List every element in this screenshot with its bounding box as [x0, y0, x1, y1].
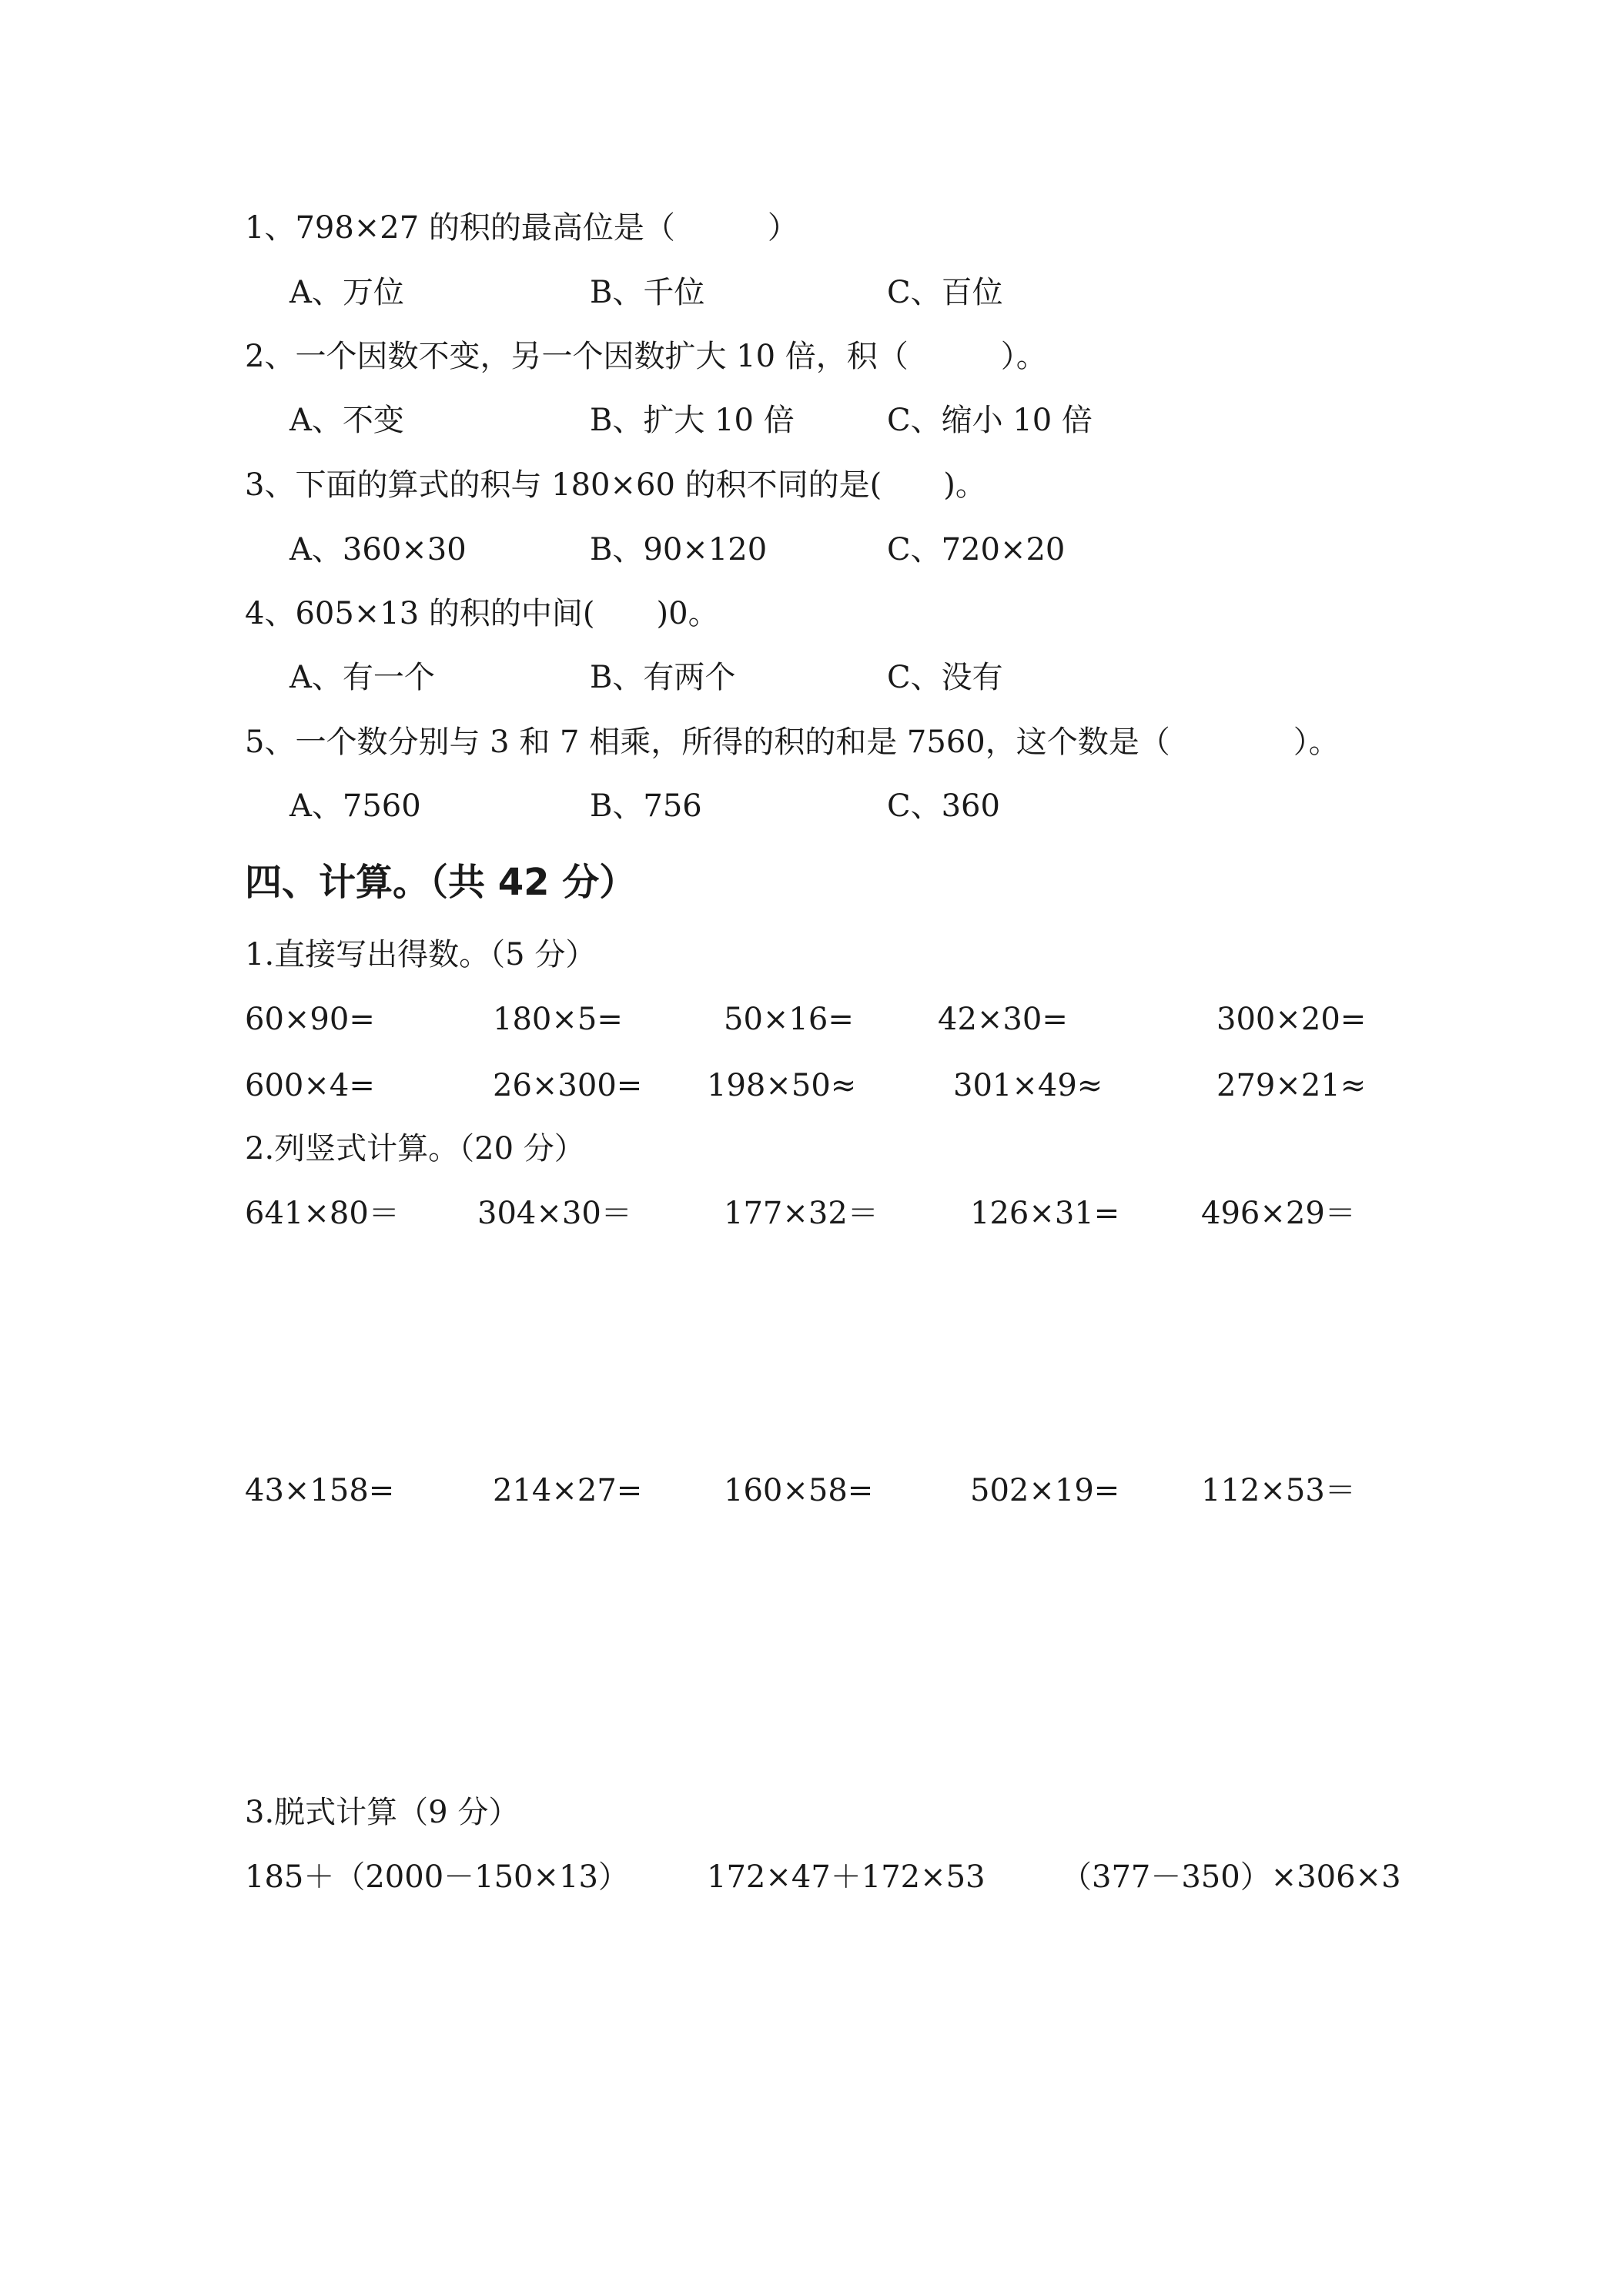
vertical-calc-item: 177×32＝ — [724, 1196, 878, 1231]
vertical-calc-item: 160×58= — [724, 1473, 874, 1508]
option-a: A、7560 — [289, 788, 421, 824]
oral-item: 301×49≈ — [953, 1068, 1103, 1103]
option-c: C、720×20 — [887, 532, 1066, 567]
oral-item: 60×90= — [245, 1002, 375, 1037]
oral-item: 180×5= — [493, 1002, 623, 1037]
vertical-calc-item: 502×19= — [970, 1473, 1120, 1508]
vertical-calc-item: 112×53＝ — [1201, 1473, 1356, 1508]
option-b: B、756 — [590, 788, 702, 824]
oral-item: 300×20= — [1216, 1002, 1367, 1037]
oral-item: 600×4= — [245, 1068, 375, 1103]
vertical-calc-item: 43×158= — [245, 1473, 395, 1508]
option-b: B、千位 — [590, 275, 705, 310]
question-2: 2、一个因数不变，另一个因数扩大 10 倍，积（ ）。 — [245, 339, 1047, 374]
question-3: 3、下面的算式的积与 180×60 的积不同的是( )。 — [245, 467, 986, 503]
vertical-calc-item: 126×31= — [970, 1196, 1120, 1231]
option-a: A、不变 — [289, 403, 404, 438]
option-c: C、百位 — [887, 275, 1003, 310]
option-c: C、没有 — [887, 660, 1003, 695]
stepwise-calc-item: 185＋（2000－150×13） — [245, 1859, 629, 1895]
subsection-title: 3.脱式计算（9 分） — [245, 1795, 520, 1830]
option-a: A、360×30 — [289, 532, 467, 567]
option-a: A、有一个 — [289, 660, 435, 695]
option-c: C、360 — [887, 788, 1000, 824]
option-b: B、扩大 10 倍 — [590, 403, 795, 438]
question-5: 5、一个数分别与 3 和 7 相乘，所得的积的和是 7560，这个数是（ ）。 — [245, 725, 1340, 760]
section-title: 四、计算。（共 42 分） — [245, 861, 637, 904]
oral-item: 26×300= — [493, 1068, 643, 1103]
oral-item: 279×21≈ — [1216, 1068, 1367, 1103]
option-c: C、缩小 10 倍 — [887, 403, 1093, 438]
subsection-title: 1.直接写出得数。（5 分） — [245, 937, 597, 972]
question-1: 1、798×27 的积的最高位是（ ） — [245, 210, 798, 246]
vertical-calc-item: 496×29＝ — [1201, 1196, 1356, 1231]
vertical-calc-item: 214×27= — [493, 1473, 643, 1508]
stepwise-calc-item: （377－350）×306×3 — [1061, 1859, 1401, 1895]
oral-item: 42×30= — [938, 1002, 1068, 1037]
oral-item: 198×50≈ — [707, 1068, 857, 1103]
vertical-calc-item: 304×30＝ — [477, 1196, 632, 1231]
option-b: B、有两个 — [590, 660, 736, 695]
question-4: 4、605×13 的积的中间( )0。 — [245, 596, 719, 631]
option-a: A、万位 — [289, 275, 404, 310]
vertical-calc-item: 641×80＝ — [245, 1196, 400, 1231]
stepwise-calc-item: 172×47＋172×53 — [707, 1859, 986, 1895]
option-b: B、90×120 — [590, 532, 768, 567]
subsection-title: 2.列竖式计算。（20 分） — [245, 1131, 585, 1166]
oral-item: 50×16= — [724, 1002, 854, 1037]
